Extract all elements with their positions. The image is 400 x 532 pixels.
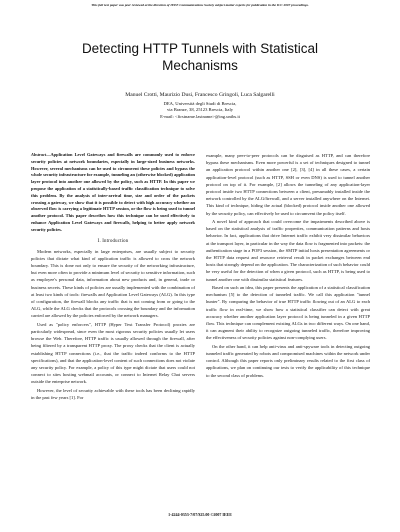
- title-line-1: Detecting HTTP Tunnels with Statistical: [81, 41, 319, 56]
- affiliation: [20, 101, 380, 120]
- abstract-label: Abstract: [31, 152, 47, 157]
- body-paragraph: A novel kind of approach that could overcome the impairments described above is based on the statistical analysis of traffic properties, communication patterns and hosts behavior. In fact, applications that drive Internet traffic exhibit very dissimilar behaviors at the transport layer, in particular in the way the data flow is fragmented into packets: the authentication stage in a POP3 session, the SMTP initial hosts presentation agreements or the HTTP data request and resource retrieval result in packet exchanges between end hosts that strongly depend on the application. The characterization of such behavior could be very useful for the detection of when a given protocol, such as HTTP, is being used to tunnel another one with dissimilar statistical features.: [206, 219, 370, 282]
- body-paragraph: However, the level of security achievable with these tools has been declining rapidly in the past few years [1]. For: [31, 387, 195, 400]
- abstract: [31, 152, 195, 234]
- body-paragraph: On the other hand, it can help anti-virus and anti-spyware tools in detecting outgoing tunneled traffic generated by robots and compromised machines within the network under control. Although this paper reports only preliminary results related to the first class of applications, we plan on continuing our tests to verify the applicability of this technique to the second class of problems.: [206, 343, 370, 378]
- body-paragraph: example, many peer-to-peer protocols can be disguised as HTTP, and can therefore bypass these mechanisms. Even more powerful is a set of techniques designed to tunnel an application protocol within another one [2], [3], [4] in all these cases, a certain application-level protocol (such as HTTP, SSH or even DNS) is used to tunnel another protocol on top of it. For example, [2] allows the tunneling of any application-layer protocol inside two HTTP connections between a client, presumably installed inside the network controlled by the ALG/firewall, and a server installed anywhere on the Internet. This kind of technique, hiding the actual (blocked) protocol inside another one allowed by the security policy, can effectively be used to circumvent the policy itself.: [206, 153, 370, 216]
- affiliation-email: E-mail: <firstname.lastname>@ing.unibs.it: [160, 113, 240, 119]
- author-list: Manuel Crotti, Maurizio Dusi, Francesco Gringoli, Luca Salgarelli: [125, 92, 275, 98]
- body-paragraph: Modern networks, especially in large enterprises, are usually subject to security policies that dictate what kind of application traffic is allowed to cross the network boundary. This is done not only to ensure the security of the networking infrastructure, but even more often to provide a minimum level of security to sensitive information, such as employee's personal data, information about new products and, in general, trade or business secrets. These kinds of policies are usually implemented with the combination of at least two kinds of tools: firewalls and Application Level Gateways (ALG). In this type of configuration, the firewall blocks any traffic that is not coming from or going to the ALG, while the ALG checks that the protocols crossing the boundary and the information carried are allowed by the policies enforced by the network managers.: [31, 248, 195, 319]
- paper-title: [20, 40, 380, 74]
- title-line-2: Mechanisms: [162, 58, 238, 73]
- body-paragraph: Used as "policy enforcers", HTTP (Hyper Text Transfer Protocol) proxies are particularly widespread, since even the most rigorous security policies usually let users browse the Web. Therefore, HTTP traffic is usually allowed through the firewall, after being filtered by a transparent HTTP proxy. The proxy checks that the client is actually establishing HTTP connections (i.e., that the traffic indeed conforms to the HTTP specifications), and that the application-level content of such connections does not violate any security policy. For example, a policy of this type might dictate that users could not connect to sites hosting webmail accounts, or connect to Internet Relay Chat servers outside the enterprise network.: [31, 321, 195, 385]
- section-heading: I. Introduction: [97, 238, 129, 244]
- copyright-footer: 1-4244-0353-7/07/$25.00 ©2007 IEEE: [168, 512, 232, 517]
- affiliation-line: DEA, Università degli Studi di Brescia,: [163, 101, 237, 106]
- right-column: [206, 152, 370, 380]
- body-paragraph: Based on such an idea, this paper presents the application of a statistical classification mechanism [5] to the detection of tunneled traffic. We call this application "tunnel hunter". By comparing the behavior of true HTTP traffic flowing out of an ALG to each traffic flow in real-time, we show how a statistical classifier can detect with great accuracy whether another application layer protocol is being tunneled in a given HTTP flow. This technique can complement existing ALGs in two different ways. On one hand, it can augment their ability to recognize outgoing tunneled traffic, therefore improving the effectiveness of security policies against non-complying users.: [206, 285, 370, 341]
- left-column: [31, 152, 195, 402]
- affiliation-line: via Branze, 38, 25123 Brescia, Italy: [166, 107, 234, 113]
- abstract-text: —Application Level Gateways and firewalls are commonly used to enforce security policies at network boundaries, especially in large-sized business networks. However, several mechanisms can be used to circumvent these policies and bypass the whole security infrastructure for example, tunneling an (otherwise blocked) application layer protocol into another one allowed by the policy, such as HTTP. In this paper we propose the application of a statistically-based traffic classification technique to solve this problem. By the analysis of inter-arrival time, size and order of the packets crossing a gateway, we show that it is possible to detect with high accuracy whether an observed flow is carrying a legitimate HTTP session, or the flow is being used to tunnel another protocol. This paper describes how this technique can be used effectively to enhance Application Level Gateways and firewalls, helping to better apply network security policies.: [31, 152, 195, 232]
- review-note: This full text paper was peer reviewed at the direction of IEEE Communications Society subject matter experts for publication in the ICC 2007 proceedings.: [91, 3, 309, 7]
